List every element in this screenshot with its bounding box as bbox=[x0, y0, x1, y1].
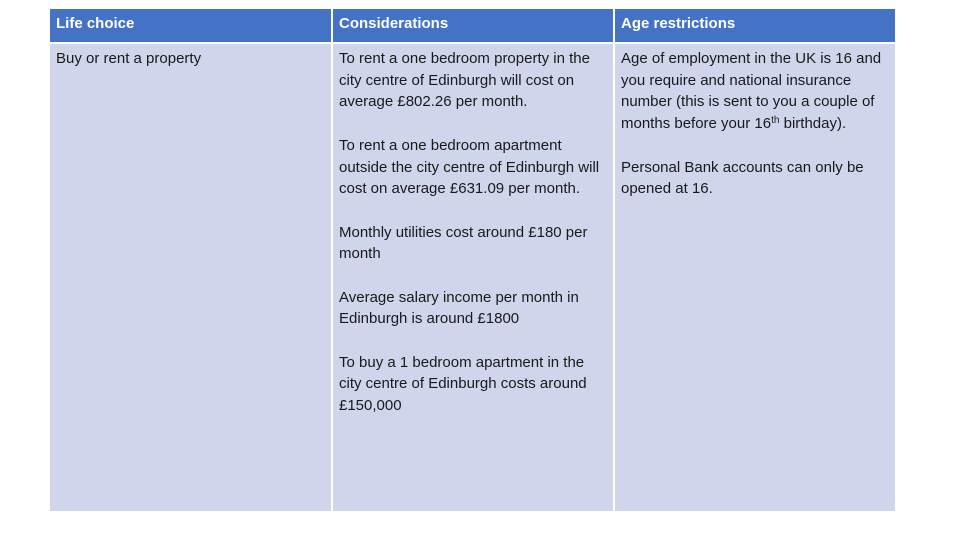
ordinal-superscript: th bbox=[771, 115, 780, 127]
header-age-restrictions: Age restrictions bbox=[614, 8, 896, 43]
table-header-row bbox=[49, 8, 896, 43]
cell-age-restrictions bbox=[614, 43, 896, 512]
employment-text: Age of employment in the UK is 16 and you require and national insurance number (this is sent to you a couple of months before your 16 bbox=[621, 50, 882, 133]
table-row bbox=[49, 43, 896, 512]
consideration-paragraph: Average salary income per month in Edinburgh is around £1800 bbox=[339, 288, 579, 328]
cell-considerations bbox=[332, 43, 614, 512]
employment-age-paragraph bbox=[621, 48, 887, 135]
cell-life-choice: Buy or rent a property bbox=[49, 43, 332, 512]
header-considerations: Considerations bbox=[332, 8, 614, 43]
life-choices-table bbox=[48, 7, 897, 513]
header-life-choice: Life choice bbox=[49, 8, 332, 43]
consideration-paragraph: To rent a one bedroom property in the city centre of Edinburgh will cost on average £802.26 per month. bbox=[339, 50, 590, 111]
consideration-paragraph: Monthly utilities cost around £180 per month bbox=[339, 223, 588, 263]
bank-account-paragraph: Personal Bank accounts can only be opened at 16. bbox=[621, 158, 864, 198]
consideration-paragraph: To buy a 1 bedroom apartment in the city centre of Edinburgh costs around £150,000 bbox=[339, 353, 587, 415]
consideration-paragraph: To rent a one bedroom apartment outside the city centre of Edinburgh will cost on average £631.09 per month. bbox=[339, 136, 600, 198]
employment-text-end: birthday). bbox=[779, 115, 847, 133]
